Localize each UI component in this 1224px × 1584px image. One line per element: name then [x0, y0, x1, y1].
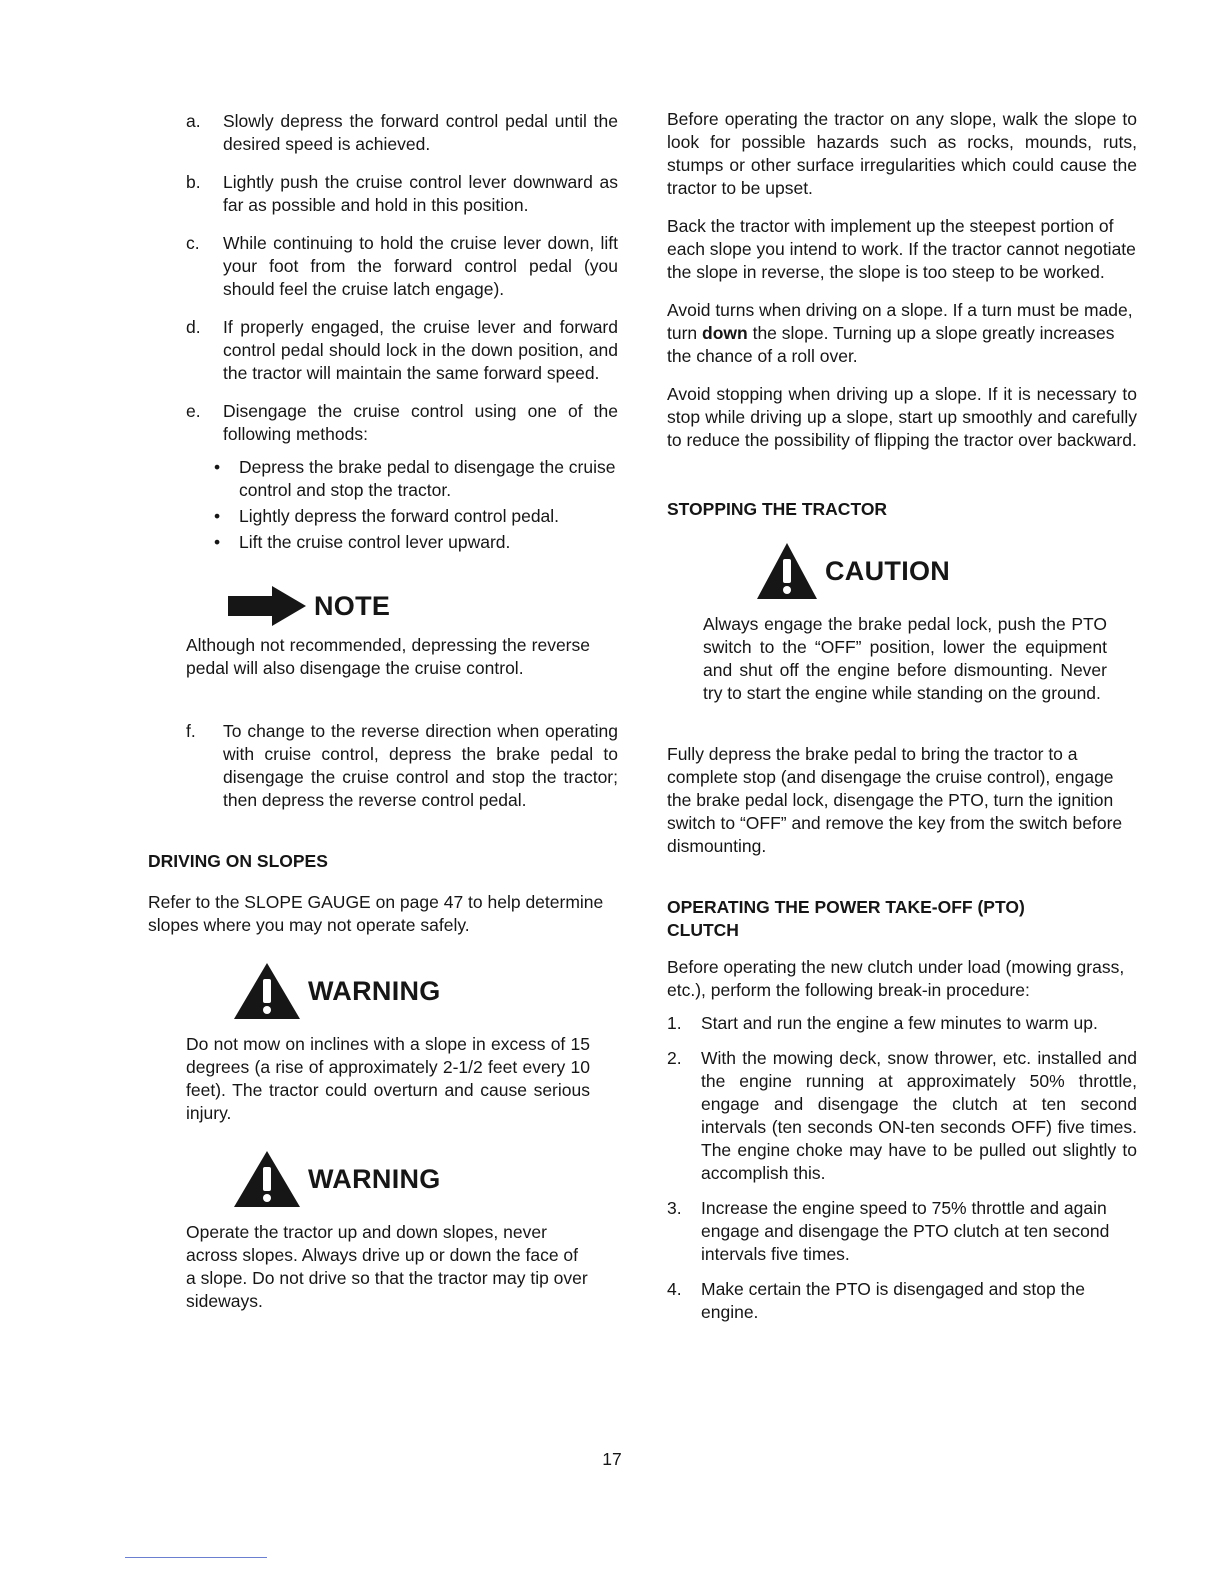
bullet-text: Depress the brake pedal to disengage the cruise control and stop the tractor. — [239, 457, 616, 500]
step-label: 1. — [667, 1013, 682, 1033]
bullet-text: Lift the cruise control lever upward. — [239, 532, 511, 552]
step-label: 2. — [667, 1048, 682, 1068]
step-a — [148, 110, 618, 156]
note-text: Although not recommended, depressing the reverse pedal will also disengage the cruise control. — [186, 635, 590, 678]
warning-text: Operate the tractor up and down slopes, never across slopes. Always drive up or down the face of a slope. Do not drive so that the tractor may tip over sideways. — [186, 1222, 588, 1311]
step-label: b. — [186, 172, 201, 192]
step-label: 4. — [667, 1279, 682, 1299]
bullet-icon: • — [214, 532, 221, 552]
warning-triangle-icon — [232, 961, 302, 1021]
pto-heading-line: CLUTCH — [667, 920, 739, 940]
step-text: Increase the engine speed to 75% throttle and again engage and disengage the PTO clutch at ten second intervals five times. — [701, 1198, 1110, 1264]
warning-title: WARNING — [308, 1163, 441, 1194]
page-number: 17 — [602, 1449, 622, 1469]
step-e — [148, 400, 618, 446]
bullet-item — [148, 531, 618, 554]
warning-text: Do not mow on inclines with a slope in excess of 15 degrees (a rise of approximately 2-1/2 feet every 10 feet). The tractor could overturn and cause serious injury. — [186, 1034, 590, 1123]
arrow-right-icon — [228, 584, 308, 628]
paragraph — [667, 299, 1137, 368]
caution-text: Always engage the brake pedal lock, push the PTO switch to the “OFF” position, lower the equipment and shut off the engine before dismounting. Never try to start the engine while standing on the ground. — [703, 614, 1107, 703]
step-text: To change to the reverse direction when operating with cruise control, depress the brake pedal to disengage the cruise control and stop the tractor; then depress the reverse control pedal. — [223, 721, 618, 810]
warning-triangle-icon — [755, 541, 819, 601]
bullet-text: Lightly depress the forward control pedal. — [239, 506, 560, 526]
step-d — [148, 316, 618, 385]
note-title: NOTE — [314, 590, 391, 621]
step-label: d. — [186, 317, 201, 337]
note-header — [228, 582, 618, 630]
caution-title: CAUTION — [825, 555, 951, 586]
pto-heading — [667, 896, 1137, 942]
step-text: If properly engaged, the cruise lever and forward control pedal should lock in the down position, and the tractor will maintain the same forward speed. — [223, 317, 618, 383]
pto-step — [667, 1278, 1137, 1324]
pto-intro: Before operating the new clutch under load (mowing grass, etc.), perform the following break-in procedure: — [667, 957, 1125, 1000]
pto-step — [667, 1047, 1137, 1185]
paragraph: Avoid stopping when driving up a slope. If it is necessary to stop while driving up a slope, start up smoothly and carefully to reduce the possibility of flipping the tractor over backward. — [667, 384, 1137, 450]
step-label: e. — [186, 401, 201, 421]
bullet-item — [148, 505, 618, 528]
slopes-intro: Refer to the SLOPE GAUGE on page 47 to help determine slopes where you may not operate safely. — [148, 892, 604, 935]
warning-triangle-icon — [232, 1149, 302, 1209]
step-b — [148, 171, 618, 217]
step-label: c. — [186, 233, 200, 253]
pto-heading-line: OPERATING THE POWER TAKE-OFF (PTO) — [667, 897, 1025, 917]
footer-divider — [125, 1557, 267, 1558]
step-text: Disengage the cruise control using one of the following methods: — [223, 401, 618, 444]
warning-header — [232, 1149, 618, 1209]
step-label: f. — [186, 721, 196, 741]
step-f — [148, 720, 618, 812]
paragraph: Before operating the tractor on any slope, walk the slope to look for possible hazards such as rocks, mounds, ruts, stumps or other surface irregularities which could cause the tractor to be upset. — [667, 109, 1137, 198]
warning-header — [232, 961, 618, 1021]
emphasis-text: down — [702, 323, 748, 343]
bullet-item — [148, 456, 618, 502]
bullet-icon: • — [214, 506, 221, 526]
step-c — [148, 232, 618, 301]
stopping-text: Fully depress the brake pedal to bring the tractor to a complete stop (and disengage the cruise control), engage the brake pedal lock, disengage the PTO, turn the ignition switch to “OFF” and remove the key from the switch before dismounting. — [667, 744, 1123, 856]
caution-header — [755, 541, 1137, 601]
step-text: With the mowing deck, snow thrower, etc. installed and the engine running at approximately 50% throttle, engage and disengage the clutch at ten second intervals (ten seconds ON-ten seconds OFF) five times. The engine choke may have to be pulled out slightly to accomplish this. — [701, 1048, 1137, 1183]
text-run: the slope. Turning up a slope greatly increases the chance of a roll over. — [667, 323, 1115, 366]
step-label: a. — [186, 111, 201, 131]
step-text: While continuing to hold the cruise lever down, lift your foot from the forward control pedal (you should feel the cruise latch engage). — [223, 233, 618, 299]
pto-step — [667, 1197, 1137, 1266]
warning-title: WARNING — [308, 975, 441, 1006]
paragraph: Back the tractor with implement up the steepest portion of each slope you intend to work. If the tractor cannot negotiate the slope in reverse, the slope is too steep to be worked. — [667, 216, 1136, 282]
bullet-icon: • — [214, 457, 221, 477]
right-column — [667, 108, 1137, 1324]
step-text: Start and run the engine a few minutes to warm up. — [701, 1013, 1098, 1033]
step-label: 3. — [667, 1198, 682, 1218]
step-text: Slowly depress the forward control pedal until the desired speed is achieved. — [223, 111, 618, 154]
pto-step — [667, 1012, 1137, 1035]
text-run: Avoid turns when driving on a slope. If a turn must be made, turn — [667, 300, 1133, 343]
step-text: Lightly push the cruise control lever downward as far as possible and hold in this position. — [223, 172, 618, 215]
left-column — [148, 110, 618, 1313]
step-text: Make certain the PTO is disengaged and stop the engine. — [701, 1279, 1085, 1322]
stopping-heading: STOPPING THE TRACTOR — [667, 499, 888, 519]
driving-on-slopes-heading: DRIVING ON SLOPES — [148, 851, 328, 871]
